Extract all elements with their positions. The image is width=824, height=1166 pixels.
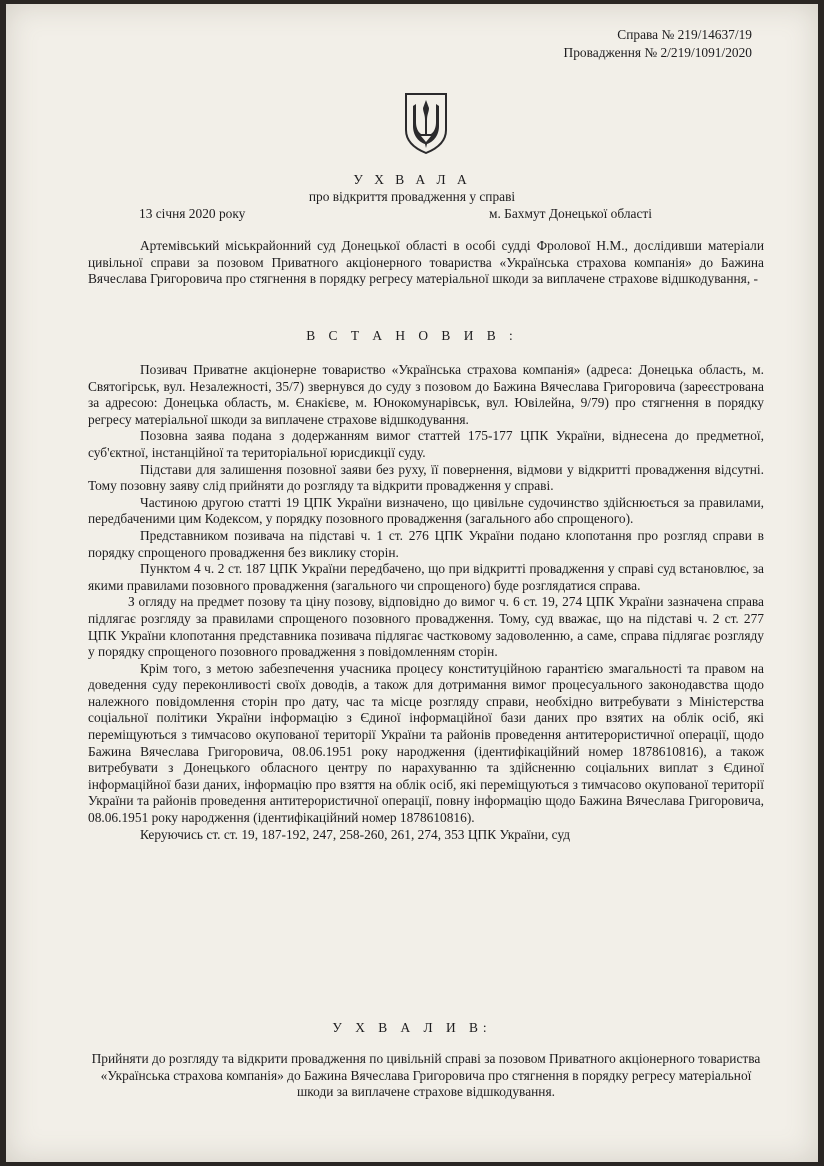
paragraph: Керуючись ст. ст. 19, 187-192, 247, 258-260, 261, 274, 353 ЦПК України, суд bbox=[140, 826, 571, 842]
paragraph: Позовна заява подана з додержанням вимог статтей 175-177 ЦПК України, віднесена до предметної, суб'єктної, інстанційної та територіальної юрисдикції суду. bbox=[88, 428, 764, 460]
paragraph: Позивач Приватне акціонерне товариство «Українська страхова компанія» (адреса: Донецька область, м. Святогірськ, вул. Незалежності, 35/7) звернувся до суду з позовом до Бажина Вячеслава Григоровича (зареєстрована за адресою: Донецька область, м. Єнакієве, м. Юнокомунарівськ, вул. Ювілейна, 9/79) про стягнення в порядку регресу матеріальної шкоди за виплачене страхове відшкодування. bbox=[88, 362, 764, 427]
established-section bbox=[88, 362, 764, 843]
ruled-heading: У Х В А Л И В: bbox=[332, 1020, 492, 1035]
ruling-place: м. Бахмут Донецької області bbox=[489, 206, 652, 221]
paragraph: Представником позивача на підставі ч. 1 ст. 276 ЦПК України подано клопотання про розгляд справи в порядку спрощеного провадження без виклику сторін. bbox=[88, 527, 764, 560]
paragraph: Підстави для залишення позовної заяви без руху, її повернення, відмови у відкритті провадження відсутні. Тому позовну заяву слід прийняти до розгляду та відкрити провадження у справі. bbox=[88, 461, 764, 494]
intro-paragraph bbox=[88, 238, 764, 288]
document-page bbox=[6, 4, 818, 1162]
paragraph: Пунктом 4 ч. 2 ст. 187 ЦПК України передбачено, що при відкритті провадження у справі суд встановлює, за якими правилами позовного провадження (загального чи спрощеного) буде розглядатися справа. bbox=[88, 561, 764, 593]
paragraph: З огляду на предмет позову та ціну позову, відповідно до вимог ч. 6 ст. 19, 274 ЦПК України зазначена справа підлягає розгляду за правилами спрощеного позовного провадження. Тому, суд вважає, що на підставі ч. 2 ст. 277 ЦПК України клопотання представника позивача підлягає частковому задоволенню, а саме, справа підлягає розгляду у порядку спрощеного позовного провадження з повідомленням сторін. bbox=[88, 594, 764, 660]
ruling-section bbox=[88, 1051, 764, 1101]
established-heading: В С Т А Н О В И В : bbox=[306, 328, 518, 343]
document-subtitle: про відкриття провадження у справі bbox=[308, 189, 516, 204]
paragraph: Частиною другою статті 19 ЦПК України визначено, що цивільне судочинство здійснюється за правилами, передбаченими цим Кодексом, у порядку позовного провадження (загального або спрощеного). bbox=[88, 494, 764, 527]
tryzub-coat-of-arms-icon bbox=[403, 92, 449, 154]
case-number: Справа № 219/14637/19 bbox=[617, 27, 752, 42]
intro-text: Артемівський міськрайонний суд Донецької області в особі судді Фролової Н.М., дослідивши матеріали цивільної справи за позовом Приватного акціонерного товариства «Українська страхова компанія» до Бажина Вячеслава Григоровича про стягнення в порядку регресу матеріальної шкоди за виплачене страхове відшкодування, - bbox=[88, 238, 764, 287]
proceeding-number: Провадження № 2/219/1091/2020 bbox=[563, 45, 752, 60]
paragraph: Крім того, з метою забезпечення учасника процесу конституційною гарантією змагальності та правом на доведення суду переконливості своїх доводів, а також для дотримання вимог процесуального законодавства щодо належного повідомлення сторін про дату, час та місце розгляду справи, необхідно витребувати з Міністерства соціальної політики України інформацію з Єдиної інформаційної бази даних про взятих на облік осіб, які переміщуються з тимчасово окупованої території України та районів проведення антитерористичної операції, щодо Бажина Вячеслава Григоровича, 08.06.1951 року народження (ідентифікаційний номер 1878610816), а також витребувати з Донецького обласного центру по нарахуванню та здійсненню соціальних виплат з Єдиної інформаційної бази даних, інформацію про взяття на облік осіб, які переміщуються з тимчасово окупованої території України та районів проведення антитерористичної операції, повну інформацію щодо Бажина Вячеслава Григоровича, 08.06.1951 року народження (ідентифікаційний номер 1878610816). bbox=[88, 660, 764, 826]
ruling-date: 13 січня 2020 року bbox=[139, 206, 246, 221]
ruling-text: Прийняти до розгляду та відкрити провадження по цивільній справі за позовом Приватного акціонерного товариства «Українська страхова компанія» до Бажина Вячеслава Григоровича про стягнення в порядку регресу матеріальної шкоди за виплачене страхове відшкодування. bbox=[91, 1051, 761, 1100]
case-reference bbox=[564, 26, 752, 62]
document-title: У Х В А Л А bbox=[353, 172, 471, 187]
